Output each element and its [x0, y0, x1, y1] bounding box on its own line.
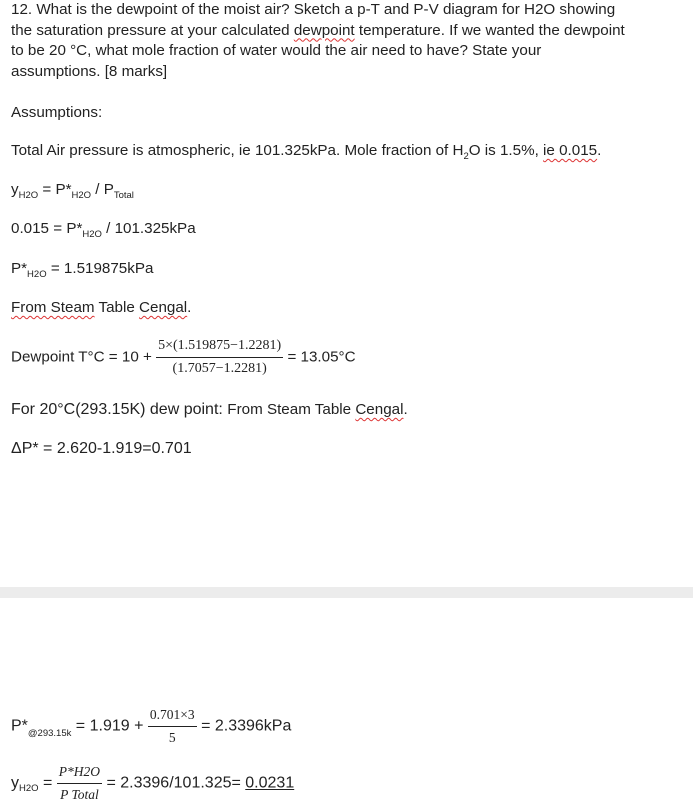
document-page-2 [0, 598, 693, 807]
p293-denominator: 5 [168, 730, 176, 745]
question-text [11, 0, 683, 82]
assumption-text-a: Total Air pressure is atmospheric, ie 101.325kPa. Mole fraction of H [11, 142, 464, 159]
eq3-a: P* [11, 260, 28, 277]
p293-sub: @293.15k [27, 727, 72, 739]
steam-table-line [11, 298, 191, 318]
twenty-degree-line [11, 400, 408, 420]
assumption-period: . [597, 142, 602, 159]
question-line-2c: temperature. If we wanted the dewpoint [354, 21, 625, 39]
spellcheck-from-steam[interactable]: From Steam [11, 299, 95, 316]
question-line-2a: the saturation pressure at your calculated [11, 21, 294, 39]
eq2-sub: H2O [82, 229, 102, 241]
equation-mole-fraction [11, 180, 134, 206]
p293-equation [11, 705, 291, 748]
p293-a: P* [11, 717, 28, 735]
eq3-sub: H2O [27, 269, 47, 281]
eq1-total-sub: Total [113, 190, 134, 202]
yh2o-sub: H2O [19, 782, 39, 794]
eq1-p-sub: H2O [71, 190, 92, 202]
yh2o-fraction [57, 762, 102, 805]
yh2o-eq: = [38, 774, 57, 792]
yh2o-answer: 0.0231 [245, 774, 295, 792]
p293-fraction [148, 705, 197, 748]
dewpoint-fraction [156, 336, 283, 379]
page-gap [0, 587, 693, 598]
eq3-b: = 1.519875kPa [46, 260, 154, 277]
dewpoint-numerator: 5×(1.519875−1.2281) [156, 336, 283, 358]
p293-result: = 2.3396kPa [196, 717, 292, 735]
dewpoint-equation [11, 336, 356, 379]
yh2o-b: = 2.3396/101.325= [102, 774, 246, 792]
eq1-slash: / P [91, 181, 114, 198]
for20-b: From Steam Table [227, 401, 356, 418]
eq1-p-star: = P* [38, 181, 72, 198]
p293-b: = 1.919 + [71, 717, 148, 735]
eq2-b: / 101.325kPa [101, 220, 196, 237]
equation-pstar [11, 259, 153, 285]
eq2-a: 0.015 = P* [11, 220, 83, 237]
for20-a: For 20°C(293.15K) dew point: [11, 401, 228, 418]
dewpoint-label: Dewpoint T°C = 10 + [11, 348, 157, 366]
dewpoint-denominator: (1.7057−1.2281) [172, 361, 267, 376]
assumption-line [11, 141, 601, 167]
spellcheck-cengal-2[interactable]: Cengal [355, 401, 404, 418]
steam1-table: Table [94, 299, 140, 316]
spellcheck-ie[interactable]: ie 0.015 [543, 142, 598, 159]
eq1-y-sub: H2O [18, 190, 39, 202]
assumption-sub: 2 [463, 151, 469, 163]
assumptions-heading: Assumptions: [11, 104, 103, 121]
eq1-y[interactable]: y [11, 181, 19, 198]
steam1-period: . [187, 299, 192, 316]
assumption-text-b: O is 1.5%, [468, 142, 544, 159]
question-line-4: assumptions. [8 marks] [11, 62, 168, 80]
yh2o-equation [11, 762, 294, 805]
dewpoint-result: = 13.05°C [283, 348, 356, 366]
yh2o-numerator: P*H2O [57, 762, 102, 784]
spellcheck-word-dewpoint[interactable]: dewpoint [293, 21, 355, 39]
yh2o-y: y [11, 774, 19, 792]
delta-p-line: ΔP* = 2.620-1.919=0.701 [11, 440, 192, 457]
equation-substitution [11, 219, 196, 245]
p293-numerator: 0.701×3 [148, 705, 197, 727]
for20-period: . [403, 401, 408, 418]
yh2o-denominator: P Total [60, 787, 99, 802]
question-line-1: 12. What is the dewpoint of the moist air? Sketch a p-T and P-V diagram for H2O showing [11, 1, 616, 18]
spellcheck-cengal[interactable]: Cengal [139, 299, 188, 316]
question-line-3: to be 20 °C, what mole fraction of water would the air need to have? State your [11, 42, 542, 59]
